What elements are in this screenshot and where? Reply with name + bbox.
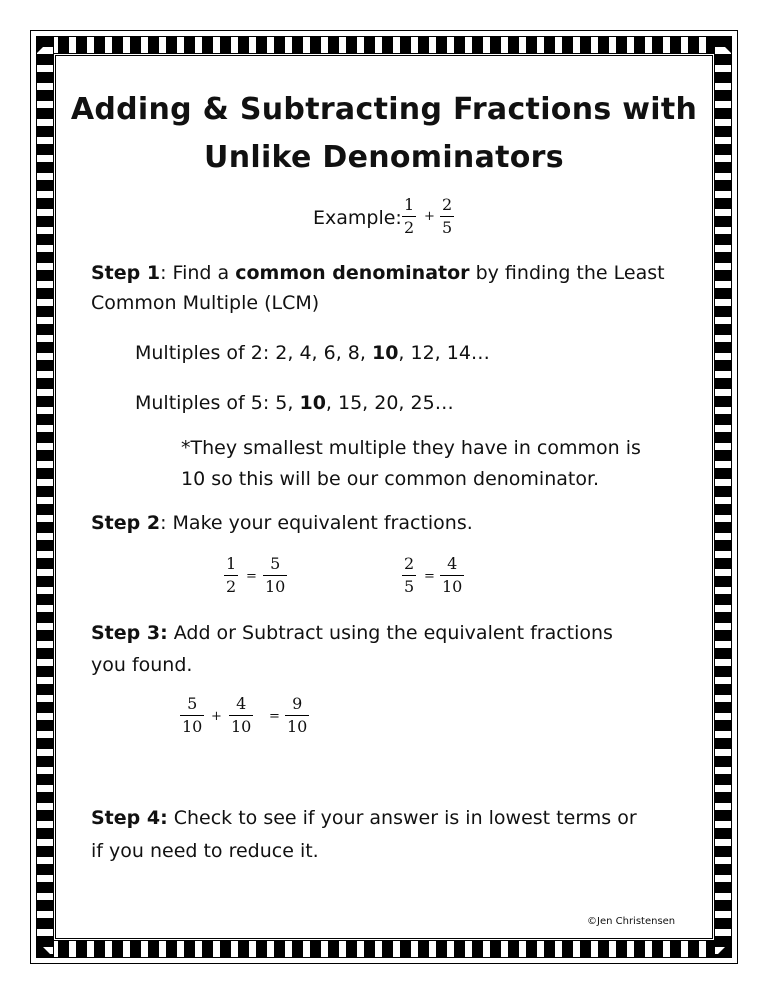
denominator: 10 (442, 577, 463, 596)
step4-label: Step 4: (91, 807, 168, 829)
multiples-of-2 (135, 342, 490, 364)
step3-line2: you found. (91, 654, 193, 676)
denominator: 2 (404, 218, 415, 237)
step1-sep: : (160, 262, 167, 284)
step1-line1 (91, 262, 665, 284)
step3-label: Step 3: (91, 622, 168, 644)
equiv1-fraction-b (263, 553, 287, 598)
copyright: ©Jen Christensen (587, 916, 676, 927)
step1-text-a: Find a (166, 262, 236, 284)
numerator: 9 (292, 694, 303, 713)
equiv2-fraction-a (402, 553, 416, 598)
denominator: 2 (226, 577, 237, 596)
example-fraction-1 (402, 194, 416, 239)
step4-line1 (91, 807, 637, 829)
numerator: 4 (447, 554, 458, 573)
border-stripe-right (714, 36, 732, 958)
step1-label: Step 1 (91, 262, 161, 284)
numerator: 5 (187, 694, 198, 713)
border-stripe-left (36, 36, 54, 958)
equiv2-fraction-b (440, 553, 464, 598)
border-corner (36, 36, 54, 54)
numerator: 5 (270, 554, 281, 573)
page-title-line1: Adding & Subtracting Fractions with (70, 92, 698, 127)
denominator: 10 (231, 717, 252, 736)
multiples5-suffix: , 15, 20, 25… (325, 392, 454, 414)
numerator: 4 (236, 694, 247, 713)
equiv1-equals: = (246, 569, 257, 584)
step1-text-b: by finding the Least (469, 262, 665, 284)
multiples5-prefix: Multiples of 5: 5, (135, 392, 300, 414)
sum-fraction-b (229, 693, 253, 738)
sum-equals: = (269, 709, 280, 724)
multiples2-bold: 10 (371, 342, 399, 364)
numerator: 1 (404, 195, 415, 214)
border-corner (714, 940, 732, 958)
page-title-line2: Unlike Denominators (204, 140, 564, 175)
multiples2-prefix: Multiples of 2: 2, 4, 6, 8, (135, 342, 372, 364)
note-line2: 10 so this will be our common denominator. (181, 468, 600, 490)
border-stripe-top (40, 36, 728, 54)
border-stripe-bottom (40, 940, 728, 958)
step4-line2: if you need to reduce it. (91, 840, 319, 862)
step1-bold-term: common denominator (235, 262, 470, 284)
multiples2-suffix: , 12, 14… (398, 342, 490, 364)
step4-text: Check to see if your answer is in lowest terms or (167, 807, 637, 829)
border-corner (714, 36, 732, 54)
denominator: 5 (404, 577, 415, 596)
denominator: 5 (442, 218, 453, 237)
step1-line2: Common Multiple (LCM) (91, 292, 320, 314)
step2-label: Step 2 (91, 512, 161, 534)
note-line1: *They smallest multiple they have in common is (181, 437, 641, 459)
multiples5-bold: 10 (299, 392, 326, 414)
sum-fraction-a (180, 693, 204, 738)
example-label: Example: (313, 207, 402, 229)
denominator: 10 (182, 717, 203, 736)
numerator: 2 (442, 195, 453, 214)
step3-text: Add or Subtract using the equivalent fractions (167, 622, 613, 644)
equiv1-fraction-a (224, 553, 238, 598)
border-corner (36, 940, 54, 958)
denominator: 10 (287, 717, 308, 736)
multiples-of-5 (135, 392, 454, 414)
denominator: 10 (265, 577, 286, 596)
step3-line1 (91, 622, 613, 644)
example-operator: + (424, 209, 435, 224)
step2-line (91, 512, 473, 534)
numerator: 1 (226, 554, 237, 573)
equiv2-equals: = (424, 569, 435, 584)
step2-text: Make your equivalent fractions. (166, 512, 473, 534)
numerator: 2 (404, 554, 415, 573)
example-fraction-2 (440, 194, 454, 239)
step2-sep: : (160, 512, 167, 534)
sum-plus: + (211, 709, 222, 724)
sum-result (285, 693, 309, 738)
